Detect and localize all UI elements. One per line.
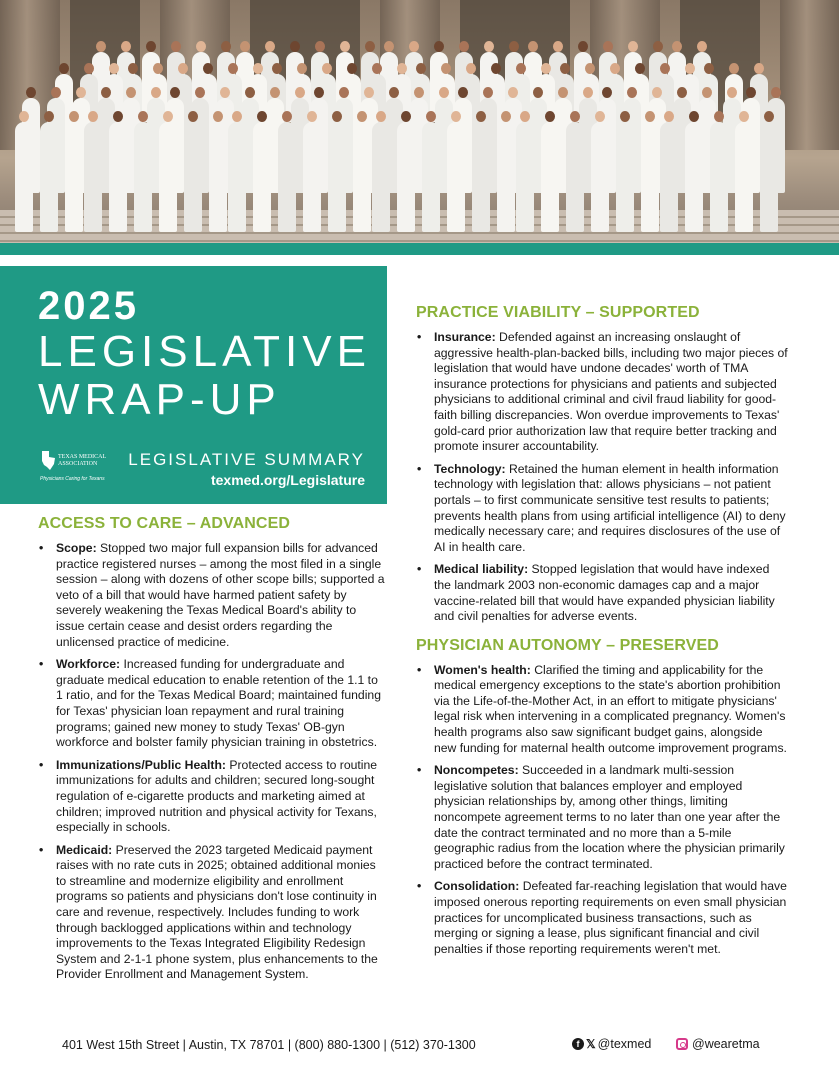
person-head [163, 111, 173, 122]
person-head [121, 41, 131, 52]
person-head [620, 111, 630, 122]
person-head [451, 111, 461, 122]
person-head [69, 111, 79, 122]
title-line-2: WRAP-UP [38, 375, 281, 424]
social-wearetma[interactable] [676, 1037, 760, 1051]
person-head [583, 87, 593, 98]
person-figure [641, 122, 659, 232]
person-head [389, 87, 399, 98]
person-head [270, 87, 280, 98]
person-head [372, 63, 382, 74]
person-figure [159, 122, 177, 232]
group-photo [0, 0, 839, 255]
person-head [501, 111, 511, 122]
person-head [126, 87, 136, 98]
texmed-handle[interactable]: @texmed [597, 1037, 652, 1051]
person-head [610, 63, 620, 74]
person-head [272, 63, 282, 74]
person-head [88, 111, 98, 122]
person-head [441, 63, 451, 74]
person-figure [566, 122, 584, 232]
person-head [578, 41, 588, 52]
wearetma-handle[interactable]: @wearetma [692, 1037, 760, 1051]
person-figure [209, 122, 227, 232]
person-head [332, 111, 342, 122]
person-head [128, 63, 138, 74]
person-head [340, 41, 350, 52]
person-head [746, 87, 756, 98]
person-head [245, 87, 255, 98]
person-head [297, 63, 307, 74]
list-item: • Technology: Retained the human element in health information technology with legislation that: allows physicians – not patient portals – to first communicate sensitive test results to patients; prevents health plans from using artificial intelligence (AI) to deny medically necessary care; and requires disclosures of the use of AI in health care. [417, 461, 786, 554]
person-head [439, 87, 449, 98]
person-figure [40, 122, 58, 232]
person-head [689, 111, 699, 122]
person-figure [472, 122, 490, 232]
person-head [101, 87, 111, 98]
person-head [484, 41, 494, 52]
person-head [322, 63, 332, 74]
list-item: • Medical liability: Stopped legislation that would have indexed the landmark 2003 non-economic damages cap and a major vaccine-related bill that would have expanded physician liability and civil penalties for adverse events. [417, 562, 775, 624]
person-head [704, 63, 714, 74]
person-head [282, 111, 292, 122]
right-column [416, 304, 788, 964]
person-figure [253, 122, 271, 232]
person-head [376, 111, 386, 122]
person-head [151, 87, 161, 98]
heading-physician-autonomy: PHYSICIAN AUTONOMY – PRESERVED [416, 636, 719, 654]
texas-star-icon [40, 450, 56, 472]
title-line-1: LEGISLATIVE [38, 327, 371, 376]
person-head [414, 87, 424, 98]
person-figure [616, 122, 634, 232]
person-head [138, 111, 148, 122]
person-head [466, 63, 476, 74]
person-head [672, 41, 682, 52]
person-figure [497, 122, 515, 232]
person-head [76, 87, 86, 98]
person-head [364, 87, 374, 98]
person-figure [228, 122, 246, 232]
person-head [44, 111, 54, 122]
person-head [59, 63, 69, 74]
person-head [702, 87, 712, 98]
facebook-icon[interactable]: f [572, 1038, 584, 1050]
person-head [19, 111, 29, 122]
person-figure [328, 122, 346, 232]
person-head [509, 41, 519, 52]
person-head [290, 41, 300, 52]
person-head [685, 63, 695, 74]
person-head [553, 41, 563, 52]
person-head [113, 111, 123, 122]
person-head [51, 87, 61, 98]
person-figure [15, 122, 33, 232]
person-head [545, 111, 555, 122]
person-head [697, 41, 707, 52]
access-list [38, 541, 386, 983]
person-head [195, 87, 205, 98]
person-figure [134, 122, 152, 232]
person-head [196, 41, 206, 52]
person-head [295, 87, 305, 98]
person-head [570, 111, 580, 122]
person-head [426, 111, 436, 122]
list-item: • Workforce: Increased funding for undergraduate and graduate medical education to enable retention of the 1.1 to 1 ratio, and for the Texas Medical Board; maintained funding for Texas' physician loan repayment and rural training programs; gained new money to study Texas' OB-gyn workforce and bolster family physician training in obstetrics. [39, 657, 381, 750]
person-head [409, 41, 419, 52]
person-head [764, 111, 774, 122]
person-head [458, 87, 468, 98]
person-figure [184, 122, 202, 232]
person-figure [65, 122, 83, 232]
person-head [307, 111, 317, 122]
person-figure [591, 122, 609, 232]
person-head [434, 41, 444, 52]
heading-practice-viability: PRACTICE VIABILITY – SUPPORTED [416, 304, 700, 321]
person-head [585, 63, 595, 74]
person-head [628, 41, 638, 52]
teal-divider [0, 243, 839, 255]
person-head [384, 41, 394, 52]
person-head [96, 41, 106, 52]
person-head [528, 41, 538, 52]
person-head [228, 63, 238, 74]
person-head [516, 63, 526, 74]
person-figure [710, 122, 728, 232]
person-figure [397, 122, 415, 232]
person-head [221, 41, 231, 52]
list-item: • Immunizations/Public Health: Protected access to routine immunizations for adults and children; secured long-sought regulation of e-cigarette products and marketing aimed at children; improved nutrition and physical activity for Texans, especially in schools. [39, 757, 378, 835]
photo-crowd [12, 40, 799, 220]
logo-name: TEXAS MEDICAL ASSOCIATION [58, 454, 106, 467]
person-head [203, 63, 213, 74]
person-head [188, 111, 198, 122]
title-year: 2025 [38, 284, 139, 328]
person-head [754, 63, 764, 74]
person-figure [303, 122, 321, 232]
person-head [491, 63, 501, 74]
person-head [397, 63, 407, 74]
person-head [645, 111, 655, 122]
person-figure [84, 122, 102, 232]
person-head [339, 87, 349, 98]
person-head [595, 111, 605, 122]
person-head [459, 41, 469, 52]
person-head [314, 87, 324, 98]
person-head [771, 87, 781, 98]
person-figure [760, 122, 778, 232]
person-figure [516, 122, 534, 232]
person-head [257, 111, 267, 122]
person-head [232, 111, 242, 122]
person-figure [372, 122, 390, 232]
person-head [357, 111, 367, 122]
person-head [483, 87, 493, 98]
person-figure [541, 122, 559, 232]
person-head [416, 63, 426, 74]
list-item: • Women's health: Clarified the timing and applicability for the medical emergency exceptions to the state's abortion prohibition via the Life-of-the-Mother Act, in an effort to mitigate physicians' legal risk when intervening in a complicated pregnancy. Women's health programs also saw significant budget gains, alongside new funding for maternal health outcome improvement programs. [417, 662, 787, 755]
person-head [560, 63, 570, 74]
person-head [558, 87, 568, 98]
person-head [315, 41, 325, 52]
person-head [153, 63, 163, 74]
person-head [653, 41, 663, 52]
person-head [213, 111, 223, 122]
person-head [170, 87, 180, 98]
person-head [146, 41, 156, 52]
person-figure [447, 122, 465, 232]
person-head [729, 63, 739, 74]
person-head [635, 63, 645, 74]
tma-logo [40, 450, 106, 484]
person-head [652, 87, 662, 98]
summary-label: LEGISLATIVE SUMMARY [128, 450, 365, 469]
person-head [677, 87, 687, 98]
person-head [602, 87, 612, 98]
person-head [664, 111, 674, 122]
footer-address: 401 West 15th Street | Austin, TX 78701 | (800) 880-1300 | (512) 370-1300 [62, 1038, 476, 1052]
logo-tagline: Physicians Caring for Texans [40, 476, 105, 482]
person-head [627, 87, 637, 98]
autonomy-list [416, 663, 788, 958]
person-head [347, 63, 357, 74]
legislature-link[interactable]: texmed.org/Legislature [210, 472, 365, 488]
list-item: • Insurance: Defended against an increasing onslaught of aggressive health-plan-backed bills, including two major pieces of legislation that would have undone decades' worth of TMA insurance protections for physicians and patients and subjected physicians to additional criminal and civil fraud liability for good-faith billing discrepancies. Won overdue improvements to Texas' gold-card prior authorization law that require better tracking and promote insurer accountability. [417, 330, 788, 454]
list-item: • Medicaid: Preserved the 2023 targeted Medicaid payment raises with no rate cuts in 2025; obtained additional monies to streamline and modernize eligibility and enrollment programs so patients and physicians don't lose continuity in care and revenue, respectively. Includes funding to work through backlogged applications within and technology improvements to the Texas Integrated Eligibility Redesign System and 2-1-1 phone system, plus enhancements to the Provider Enrollment and Management System. [39, 842, 378, 982]
person-head [660, 63, 670, 74]
person-head [171, 41, 181, 52]
person-head [533, 87, 543, 98]
person-figure [278, 122, 296, 232]
person-head [401, 111, 411, 122]
person-head [220, 87, 230, 98]
social-texmed[interactable] [572, 1037, 651, 1051]
person-head [727, 87, 737, 98]
person-head [603, 41, 613, 52]
list-item: • Noncompetes: Succeeded in a landmark multi-session legislative solution that balances employer and employed physician relationships by, among other things, limiting noncompete agreement terms to no later than one year after the date the contract terminated and no more than a 5-mile geographic radius from the location where the physician primarily practiced before the contract terminated. [417, 763, 785, 871]
heading-access-to-care: ACCESS TO CARE – ADVANCED [38, 515, 291, 532]
person-head [365, 41, 375, 52]
list-item: • Scope: Stopped two major full expansion bills for advanced practice registered nurses – among the most filed in a single session – along with dozens of other scope bills; supported a veto of a bill that would have harmed patient safety by severely weakening the Texas Medical Board's ability to issue certain cease and desist orders regarding the unlicensed practice of medicine. [39, 541, 385, 649]
person-head [714, 111, 724, 122]
left-column [38, 515, 386, 990]
person-figure [685, 122, 703, 232]
viability-list [416, 330, 788, 625]
person-head [84, 63, 94, 74]
person-head [26, 87, 36, 98]
person-head [265, 41, 275, 52]
person-head [178, 63, 188, 74]
person-figure [735, 122, 753, 232]
person-head [109, 63, 119, 74]
instagram-icon[interactable] [676, 1038, 688, 1050]
person-head [476, 111, 486, 122]
person-head [520, 111, 530, 122]
person-head [508, 87, 518, 98]
person-head [541, 63, 551, 74]
person-figure [422, 122, 440, 232]
person-head [253, 63, 263, 74]
person-head [739, 111, 749, 122]
person-figure [353, 122, 371, 232]
person-figure [109, 122, 127, 232]
person-figure [660, 122, 678, 232]
x-icon[interactable]: 𝕏 [586, 1037, 596, 1051]
title-block [0, 266, 387, 504]
person-head [240, 41, 250, 52]
list-item: • Consolidation: Defeated far-reaching legislation that would have imposed onerous reporting requirements on even small physician practices for uncomplicated business transactions, such as merging or signing a lease, plus significant financial and civil penalties if those reporting requirements weren't met. [417, 879, 787, 956]
